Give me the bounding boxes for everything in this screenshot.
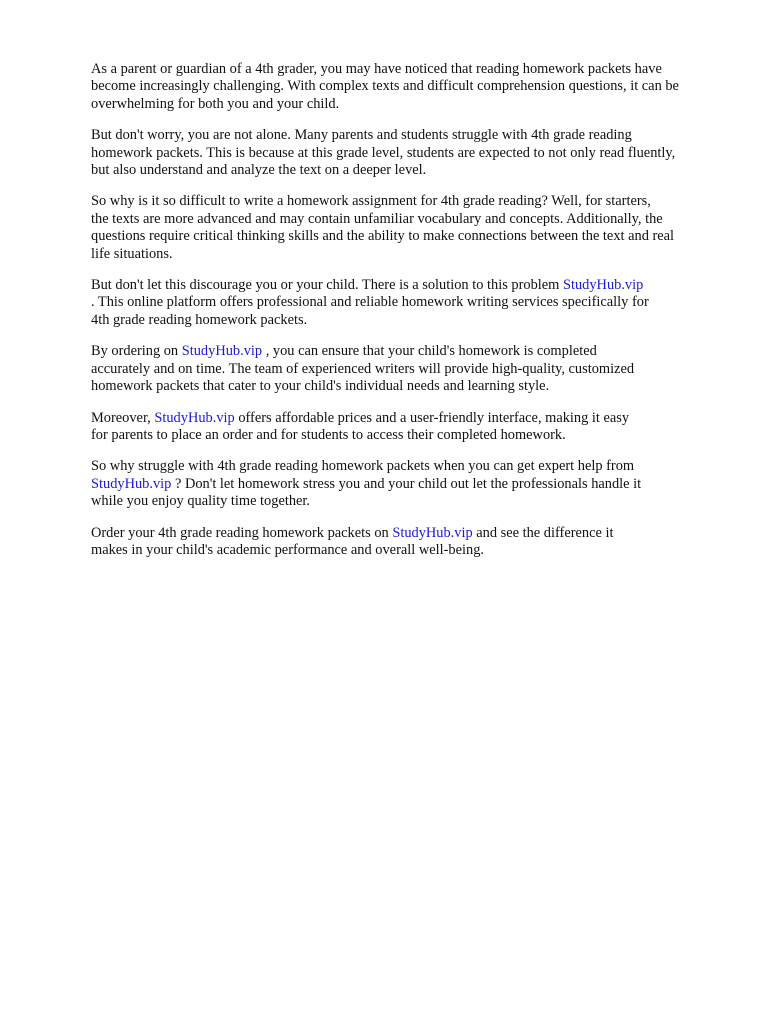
paragraph-solution [91,277,731,329]
document-page [91,61,731,573]
paragraph-text: Order your 4th grade reading homework packets on [91,524,393,541]
paragraph-not-alone: But don't worry, you are not alone. Many parents and students struggle with 4th grade reading homework packets. This is because at this grade level, students are expected to not only read fluently, but also understand and analyze the text on a deeper level. [91,127,676,179]
paragraph-text: But don't let this discourage you or your child. There is a solution to this problem [91,277,563,294]
studyhub-link[interactable]: StudyHub.vip [154,409,235,426]
paragraph-text: and see the difference it makes in your child's academic performance and overall well-being. [91,524,614,558]
paragraph-moreover [91,410,731,445]
paragraph-text: offers affordable prices and a user-friendly interface, making it easy for parents to place an order and for students to access their completed homework. [91,409,630,443]
studyhub-link[interactable]: StudyHub.vip [91,475,172,492]
paragraph-text: , you can ensure that your child's homework is completed accurately and on time. The team of experienced writers will provide high-quality, customized homework packets that cater to your child's individual needs and learning style. [91,343,635,395]
studyhub-link[interactable]: StudyHub.vip [392,524,473,541]
paragraph-why-struggle [91,458,731,510]
paragraph-text: ? Don't let homework stress you and your child out let the professionals handle it while you enjoy quality time together. [91,475,642,510]
paragraph-intro: As a parent or guardian of a 4th grader, you may have noticed that reading homework packets have become increasingly challenging. With complex texts and difficult comprehension questions, it can be overwhelming for both you and your child. [91,61,679,112]
paragraph-text: So why struggle with 4th grade reading homework packets when you can get expert help from [91,458,635,475]
paragraph-order-cta [91,525,731,560]
studyhub-link[interactable]: StudyHub.vip [181,343,263,360]
studyhub-link[interactable]: StudyHub.vip [562,277,644,294]
paragraph-why-difficult: So why is it so difficult to write a homework assignment for 4th grade reading? Well, for starters, the texts are more advanced and may contain unfamiliar vocabulary and concepts. Additionally, the questions require critical thinking skills and the ability to make connections between the text and real life situations. [91,193,675,262]
paragraph-ordering [91,343,731,395]
paragraph-text: . This online platform offers professional and reliable homework writing services specifically for 4th grade reading homework packets. [91,294,649,328]
paragraph-text: Moreover, [91,409,155,426]
paragraph-text: By ordering on [91,343,182,360]
